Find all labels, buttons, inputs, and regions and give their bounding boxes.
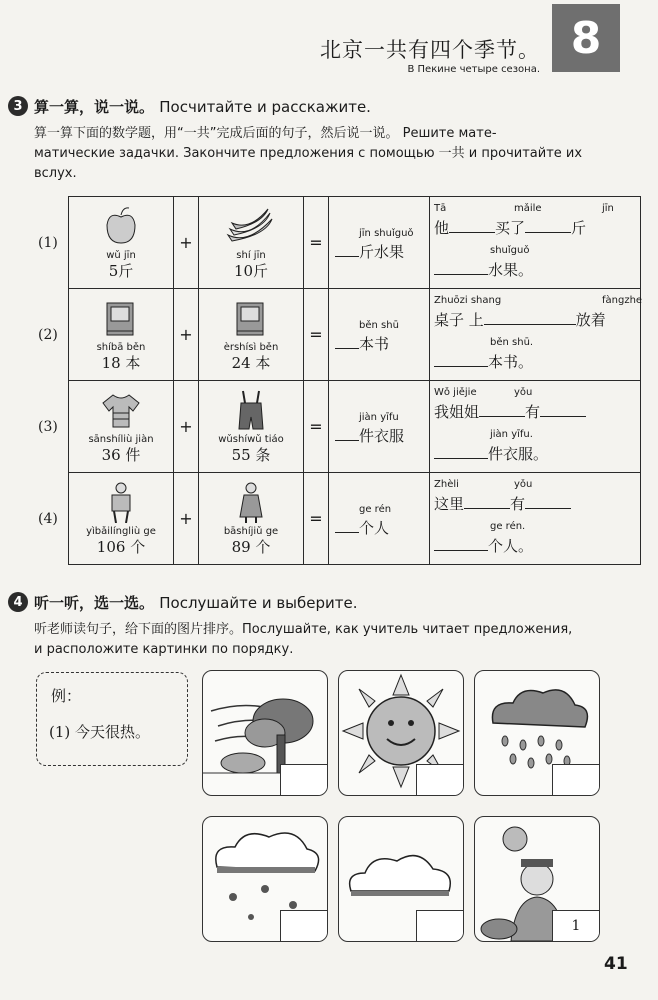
item-a: [69, 289, 174, 381]
instruction-line: 听老师读句子，给下面的图片排序。Послушайте, как учитель читает предложения,: [34, 622, 573, 637]
sentence-cell: [430, 381, 641, 473]
section-4-title-ru: Послушайте и выберите.: [159, 594, 358, 612]
answer-blank[interactable]: [434, 444, 488, 459]
instruction-line: 算一算下面的数学题，用“一共”完成后面的句子，然后说一说。 Решите мате-: [34, 126, 497, 141]
result-cell: [329, 197, 430, 289]
section-3-title-zh: 算一算，说一说。: [34, 98, 155, 116]
item-quantity: 10斤: [233, 262, 269, 280]
item-quantity: 18 本: [101, 354, 141, 372]
woman-icon: [199, 481, 303, 523]
section-3-instruction: [34, 124, 634, 184]
page-subtitle: В Пекине четыре сезона.: [407, 64, 540, 75]
sentence-hanzi: [434, 535, 533, 556]
item-pinyin: shíbā běn: [96, 342, 146, 353]
sentence-hanzi-part: 放着: [575, 311, 606, 329]
sentence-hanzi-part: 有: [525, 403, 541, 421]
item-b: [199, 381, 304, 473]
sentence-hanzi-part: 本书。: [488, 353, 534, 371]
result-cell: [329, 289, 430, 381]
apple-icon: [69, 205, 173, 247]
answer-blank[interactable]: [335, 334, 359, 349]
item-pinyin: shí jīn: [236, 250, 266, 261]
sentence-pinyin: mǎile: [514, 203, 542, 214]
sentence-pinyin: Zhuōzi shang: [434, 295, 502, 306]
item-a: [69, 381, 174, 473]
result-hanzi: 个人: [359, 519, 390, 537]
row-index: (2): [38, 326, 58, 343]
sentence-pinyin: yǒu: [514, 387, 533, 398]
item-b: [199, 197, 304, 289]
item-quantity: 24 本: [231, 354, 271, 372]
sentence-cell: [430, 197, 641, 289]
page-number: 41: [604, 954, 628, 974]
bananas-icon: [199, 205, 303, 247]
sentence-hanzi: [434, 401, 586, 422]
result-pinyin: ge rén: [359, 504, 392, 515]
item-pinyin: yìbǎilíngliù ge: [86, 526, 156, 537]
book-icon: [199, 297, 303, 339]
exercise-row: [38, 289, 641, 381]
item-pinyin: wǔshíwǔ tiáo: [218, 434, 284, 445]
sentence-hanzi-part: 买了: [495, 219, 526, 237]
sentence-hanzi-part: 我姐姐: [434, 403, 480, 421]
sentence-pinyin: Wǒ jiějie: [434, 387, 477, 398]
equals-sign: =: [304, 473, 329, 565]
item-a: [69, 473, 174, 565]
picture-hot-person: [474, 816, 600, 942]
sentence-hanzi: [434, 443, 548, 464]
result-answer: [335, 333, 389, 354]
answer-box[interactable]: [416, 764, 464, 796]
sentence-hanzi: [434, 351, 533, 372]
book-icon: [69, 297, 173, 339]
item-b: [199, 473, 304, 565]
item-quantity: 55 条: [231, 446, 271, 464]
exercise-row: [38, 381, 641, 473]
equals-sign: =: [304, 381, 329, 473]
sentence-hanzi-part: 桌子 上: [434, 311, 484, 329]
answer-blank[interactable]: [434, 260, 488, 275]
example-sentence: (1) 今天很热。: [49, 723, 151, 741]
item-pinyin: bāshíjiǔ ge: [223, 526, 279, 537]
equals-sign: =: [304, 289, 329, 381]
sentence-pinyin: ge rén.: [490, 521, 526, 532]
section-4-title-zh: 听一听，选一选。: [34, 594, 155, 612]
answer-box[interactable]: [416, 910, 464, 942]
plus-sign: +: [174, 197, 199, 289]
sentence-pinyin: jīn: [602, 203, 614, 214]
item-a: [69, 197, 174, 289]
tshirt-icon: [69, 389, 173, 431]
result-hanzi: 件衣服: [359, 427, 405, 445]
item-pinyin: èrshísì běn: [223, 342, 279, 353]
overalls-icon: [199, 389, 303, 431]
item-quantity: 89 个: [231, 538, 271, 556]
instruction-line: вслух.: [34, 166, 77, 181]
row-index: (3): [38, 418, 58, 435]
item-pinyin: wǔ jīn: [106, 250, 136, 261]
page-title: 北京一共有四个季节。: [320, 38, 540, 62]
sentence-cell: [430, 473, 641, 565]
sentence-hanzi-part: 个人。: [488, 537, 534, 555]
lesson-number-badge: 8: [552, 4, 620, 72]
plus-sign: +: [174, 381, 199, 473]
math-exercise-table: [38, 196, 641, 565]
sentence-pinyin: Tā: [434, 203, 447, 214]
exercise-row: [38, 473, 641, 565]
answer-blank[interactable]: [479, 402, 525, 417]
result-hanzi: 斤水果: [359, 243, 405, 261]
result-pinyin: jīn shuǐguǒ: [359, 228, 414, 239]
example-label: 例：: [51, 687, 82, 705]
item-pinyin: sānshíliù jiàn: [88, 434, 154, 445]
section-3-number: 3: [8, 96, 28, 116]
answer-blank[interactable]: [335, 518, 359, 533]
picture-sun: [338, 670, 464, 796]
result-pinyin: běn shū: [359, 320, 399, 331]
answer-box[interactable]: [280, 910, 328, 942]
plus-sign: +: [174, 289, 199, 381]
sentence-hanzi-part: 这里: [434, 495, 465, 513]
sentence-pinyin: Zhèli: [434, 479, 459, 490]
answer-blank[interactable]: [449, 218, 495, 233]
item-b: [199, 289, 304, 381]
section-4-number: 4: [8, 592, 28, 612]
man-icon: [69, 481, 173, 523]
instruction-line: матические задачки. Закончите предложения с помощью 一共 и прочитайте их: [34, 146, 583, 161]
section-4-instruction: [34, 620, 644, 660]
result-answer: [335, 241, 404, 262]
answer-blank[interactable]: [525, 218, 571, 233]
sentence-hanzi-part: 斤: [571, 219, 587, 237]
answer-box[interactable]: 1: [552, 910, 600, 942]
sentence-pinyin: shuǐguǒ: [490, 245, 530, 256]
result-cell: [329, 473, 430, 565]
answer-blank[interactable]: [530, 310, 576, 325]
picture-cloud: [338, 816, 464, 942]
row-index: (1): [38, 234, 58, 251]
sentence-hanzi-part: 水果。: [488, 261, 534, 279]
answer-blank[interactable]: [434, 352, 488, 367]
sentence-cell: [430, 289, 641, 381]
picture-snow-cloud: [202, 816, 328, 942]
answer-blank[interactable]: [335, 242, 359, 257]
plus-sign: +: [174, 473, 199, 565]
equals-sign: =: [304, 197, 329, 289]
answer-blank[interactable]: [525, 494, 571, 509]
answer-blank[interactable]: [335, 426, 359, 441]
item-quantity: 106 个: [96, 538, 146, 556]
sentence-hanzi: [434, 309, 606, 330]
picture-rain-cloud: [474, 670, 600, 796]
result-answer: [335, 425, 404, 446]
result-cell: [329, 381, 430, 473]
answer-blank[interactable]: [434, 536, 488, 551]
result-answer: [335, 517, 389, 538]
section-3-title-ru: Посчитайте и расскажите.: [159, 98, 371, 116]
result-pinyin: jiàn yīfu: [359, 412, 399, 423]
sentence-hanzi-part: 有: [510, 495, 526, 513]
sentence-pinyin: yǒu: [514, 479, 533, 490]
answer-blank[interactable]: [484, 310, 530, 325]
row-index: (4): [38, 510, 58, 527]
answer-box[interactable]: [280, 764, 328, 796]
sentence-hanzi-part: 件衣服。: [488, 445, 549, 463]
sentence-hanzi-part: 他: [434, 219, 450, 237]
answer-blank[interactable]: [464, 494, 510, 509]
result-hanzi: 本书: [359, 335, 390, 353]
example-box: [36, 672, 188, 766]
picture-windy-tree: [202, 670, 328, 796]
item-quantity: 5斤: [108, 262, 134, 280]
section-3-title: [34, 96, 371, 117]
section-4-title: [34, 592, 358, 613]
instruction-line: и расположите картинки по порядку.: [34, 642, 294, 657]
sentence-hanzi: [434, 493, 571, 514]
item-quantity: 36 件: [101, 446, 141, 464]
sentence-pinyin: fàngzhe: [602, 295, 643, 306]
answer-box[interactable]: [552, 764, 600, 796]
sentence-pinyin: běn shū.: [490, 337, 534, 348]
sentence-hanzi: [434, 259, 533, 280]
exercise-row: [38, 197, 641, 289]
answer-blank[interactable]: [540, 402, 586, 417]
sentence-hanzi: [434, 217, 586, 238]
sentence-pinyin: jiàn yīfu.: [490, 429, 533, 440]
